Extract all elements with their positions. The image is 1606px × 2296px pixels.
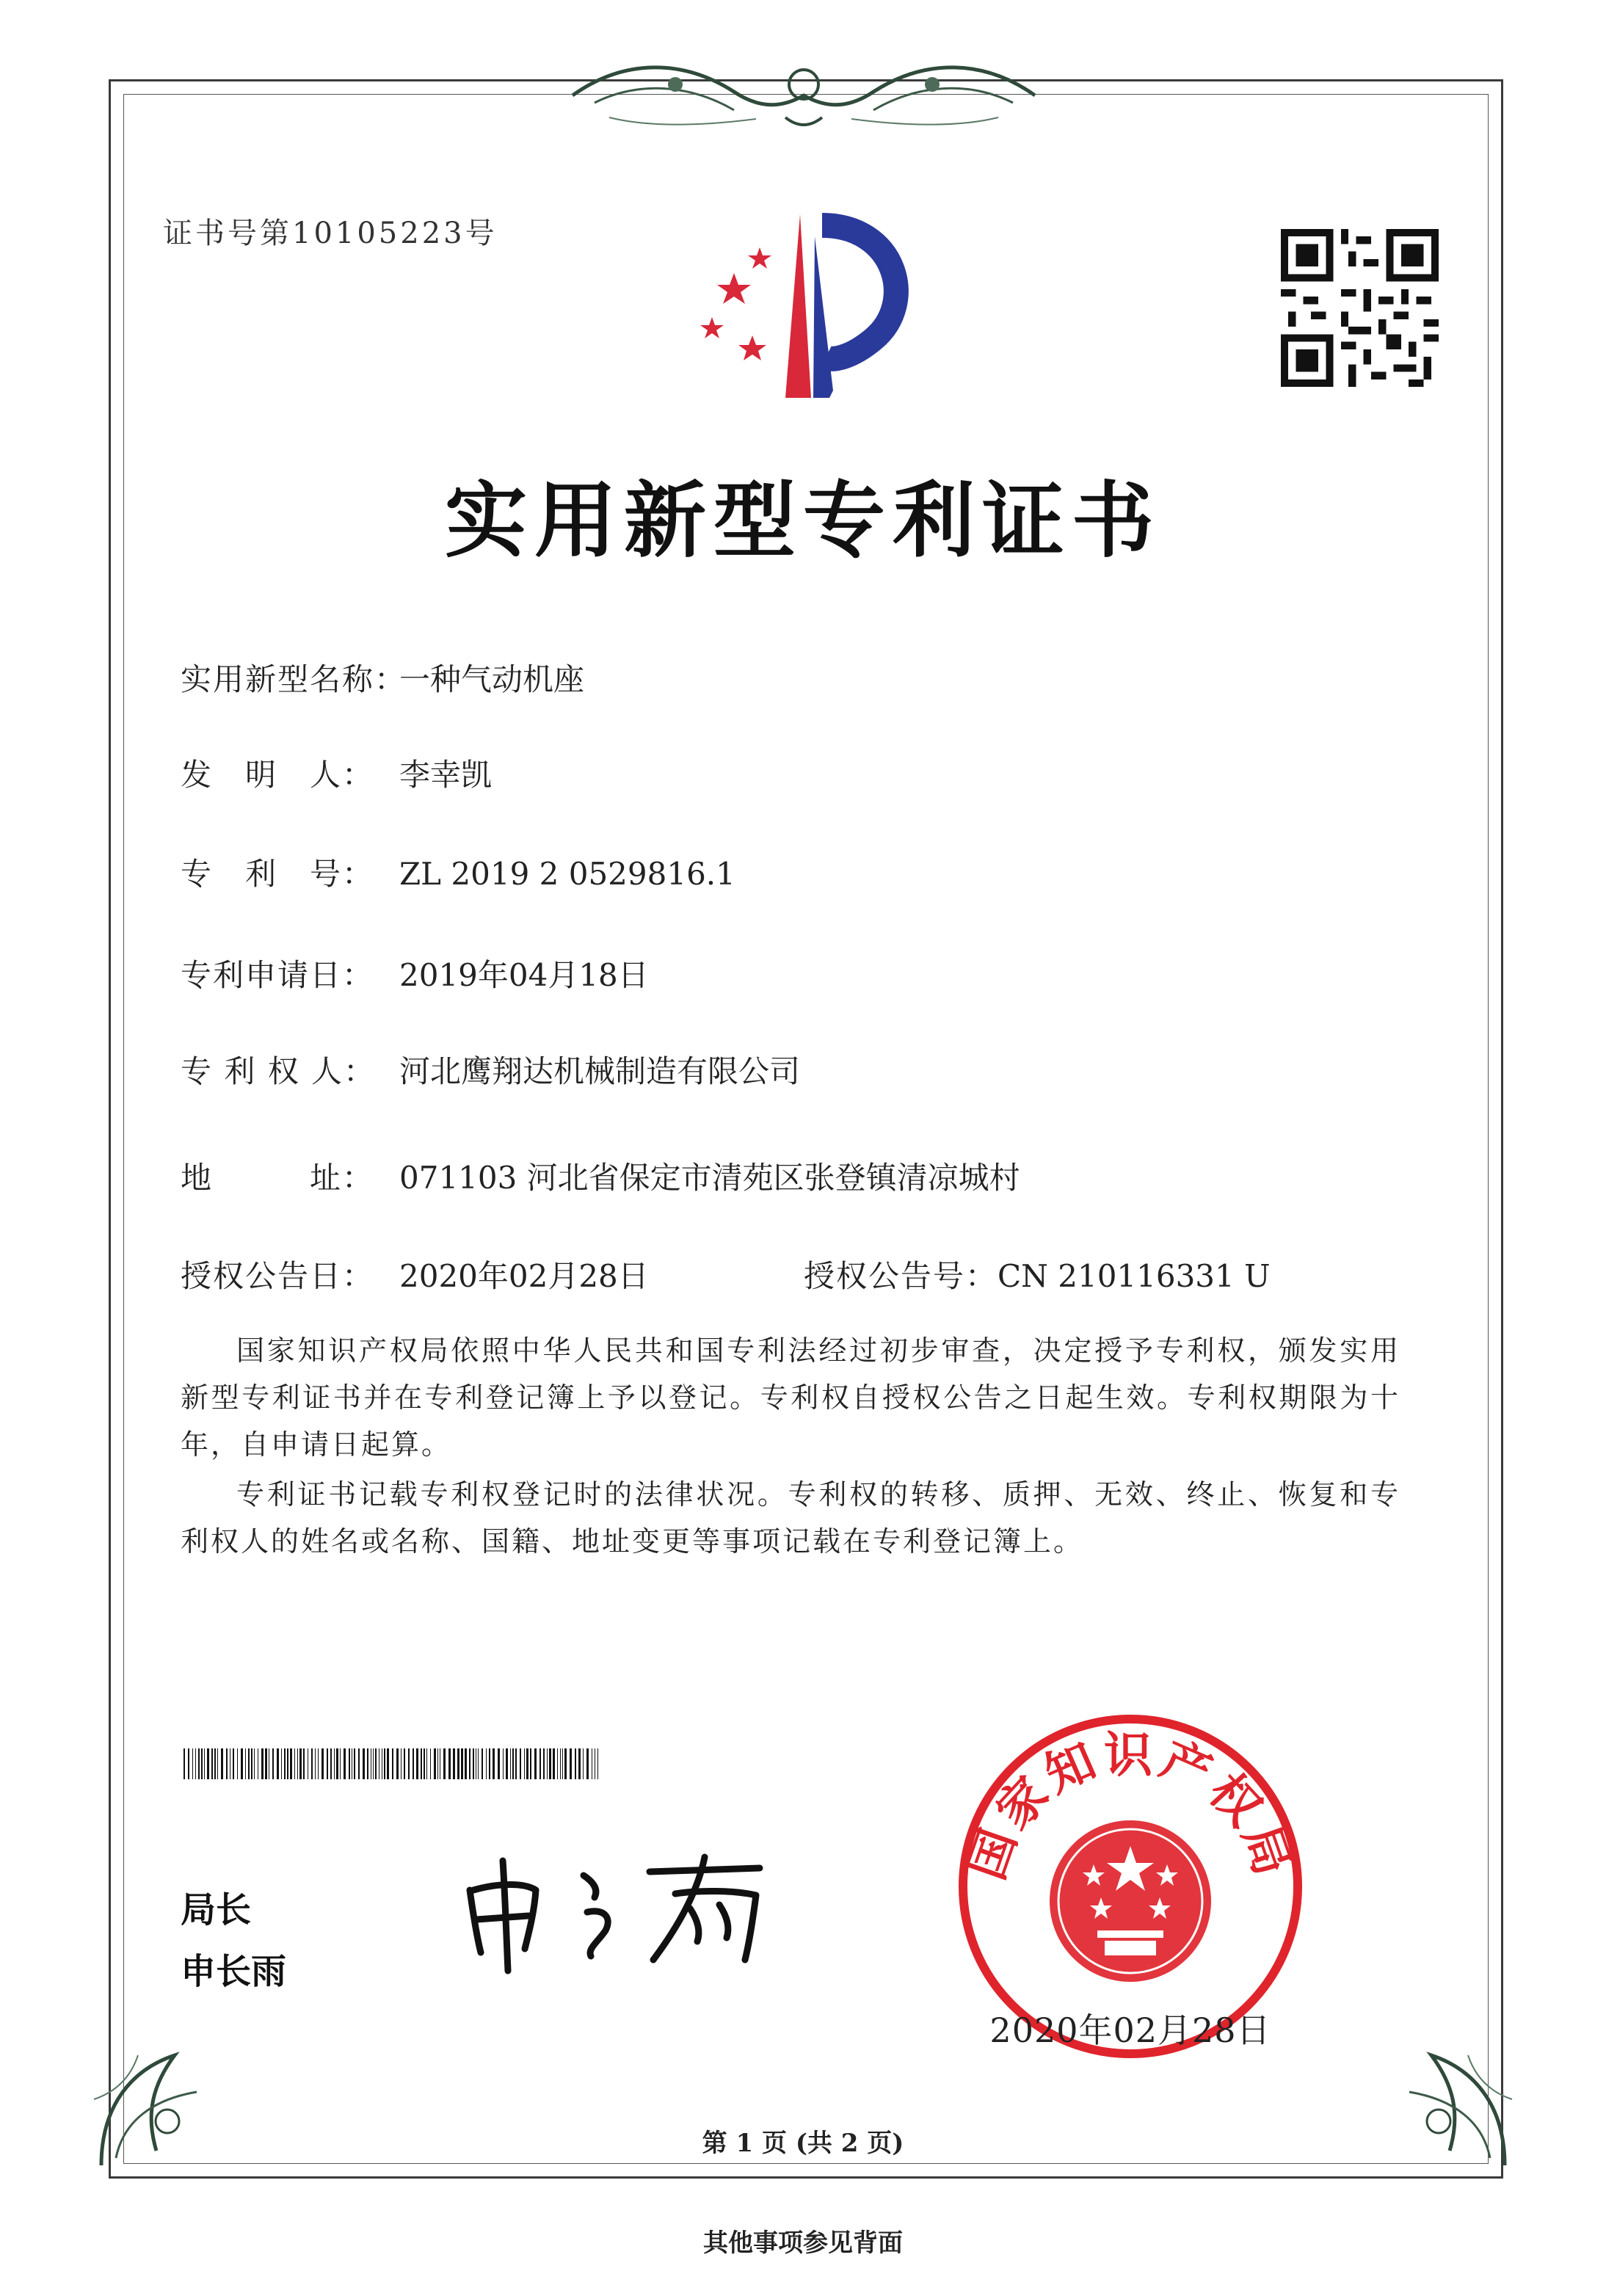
field-value: 071103 河北省保定市清苑区张登镇清凉城村 bbox=[399, 1160, 1020, 1196]
field-label: 专 利 权 人： bbox=[181, 1053, 377, 1089]
field-label: 发 明 人： bbox=[181, 757, 375, 793]
field-label: 授权公告日： bbox=[181, 1258, 375, 1294]
field-inventor bbox=[181, 751, 492, 795]
top-ornament-icon bbox=[565, 51, 1042, 139]
field-publication-number bbox=[804, 1252, 1271, 1296]
field-publication-date bbox=[181, 1252, 649, 1296]
page-number: 第 1 页 (共 2 页) bbox=[702, 2129, 904, 2158]
director-block bbox=[181, 1879, 286, 2002]
legal-status-paragraph: 专利证书记载专利权登记时的法律状况。专利权的转移、质押、无效、终止、恢复和专利权人的姓名或名称、国籍、地址变更等事项记载在专利登记簿上。 bbox=[181, 1478, 1400, 1558]
field-label: 专利申请日： bbox=[181, 957, 375, 993]
director-name: 申长雨 bbox=[181, 1951, 287, 1992]
director-title: 局长 bbox=[181, 1889, 252, 1930]
grant-statement-paragraph: 国家知识产权局依照中华人民共和国专利法经过初步审查，决定授予专利权，颁发实用新型专利证书并在专利登记簿上予以登记。专利权自授权公告之日起生效。专利权期限为十年，自申请日起算。 bbox=[181, 1334, 1400, 1461]
field-address bbox=[181, 1154, 1020, 1198]
barcode-icon bbox=[184, 1748, 602, 1779]
field-patentee bbox=[181, 1047, 800, 1091]
certificate-number: 证书号第10105223号 bbox=[163, 217, 498, 250]
field-label: 地 址： bbox=[181, 1160, 375, 1196]
field-value: CN 210116331 U bbox=[998, 1258, 1271, 1294]
director-signature bbox=[455, 1850, 807, 1975]
field-label: 授权公告号： bbox=[804, 1258, 998, 1294]
certificate-title: 实用新型专利证书 bbox=[445, 473, 1161, 569]
field-value: ZL 2019 2 0529816.1 bbox=[399, 856, 735, 892]
seal-date: 2020年02月28日 bbox=[989, 2010, 1271, 2050]
back-note: 其他事项参见背面 bbox=[703, 2228, 903, 2258]
patent-office-logo-icon bbox=[683, 207, 932, 405]
field-value: 河北鹰翔达机械制造有限公司 bbox=[399, 1053, 801, 1089]
field-value: 一种气动机座 bbox=[399, 661, 585, 697]
field-label: 专 利 号： bbox=[181, 856, 375, 892]
field-label: 实用新型名称： bbox=[181, 661, 407, 697]
field-application-date bbox=[181, 951, 649, 995]
field-value: 2020年02月28日 bbox=[399, 1258, 649, 1294]
field-patent-number bbox=[181, 850, 735, 894]
qr-code-icon bbox=[1281, 229, 1439, 387]
field-utility-model-name bbox=[181, 655, 584, 700]
seal-text: 国家知识产权局 bbox=[957, 1726, 1304, 1887]
field-value: 李幸凯 bbox=[399, 757, 493, 793]
field-value: 2019年04月18日 bbox=[399, 957, 649, 993]
